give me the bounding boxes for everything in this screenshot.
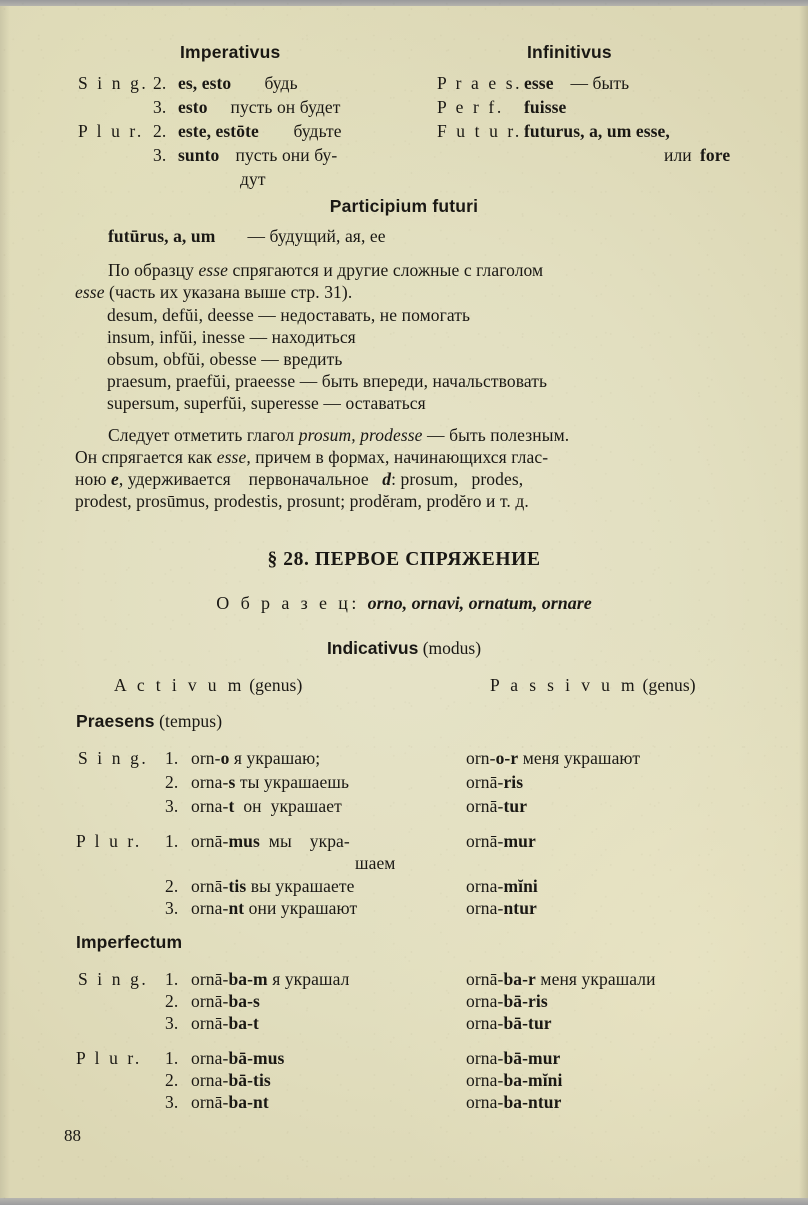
verb-ending: mur	[503, 831, 536, 851]
verb-stem: orna-	[466, 1013, 504, 1033]
infinitivus-label: F u t u r.	[437, 121, 522, 141]
section-title: § 28. ПЕРВОЕ СПРЯЖЕНИЕ	[267, 549, 541, 570]
participium-heading: Participium futuri	[329, 196, 479, 216]
praesens-active-form	[191, 833, 350, 851]
infinitivus-latin: esse	[524, 73, 554, 93]
note-text: ною	[75, 469, 111, 489]
compound-gloss: — находиться	[245, 327, 356, 347]
imperativus-row	[78, 123, 144, 141]
compound-note-line1	[108, 262, 543, 280]
genus-name: A c t i v u m	[114, 675, 245, 695]
verb-stem: orna-	[191, 1070, 229, 1090]
verb-ending: ris	[503, 772, 524, 792]
mood-heading	[0, 640, 808, 658]
compound-gloss: — вредить	[256, 349, 343, 369]
prosum-note-line2	[75, 449, 548, 467]
prosum-note-line4: prodest, prosūmus, prodestis, prosunt; prodĕram, prodĕro и т. д.	[75, 491, 529, 511]
verb-stem: orna-	[191, 796, 229, 816]
imperativus-russian: пусть он будет	[226, 97, 341, 117]
compound-entry	[107, 373, 547, 391]
praesens-active-form	[191, 798, 342, 816]
praesens-active-continuation: шаем	[355, 853, 396, 873]
tense-qualifier: (tempus)	[154, 711, 223, 731]
infinitivus-gloss: — быть	[566, 73, 630, 93]
verb-stem: ornā-	[466, 772, 504, 792]
compound-entry	[107, 395, 426, 413]
verb-ending: ba-t	[228, 1013, 259, 1033]
verb-stem: orna-	[191, 772, 229, 792]
note-italic: esse	[75, 282, 105, 302]
note-italic: d	[382, 469, 392, 489]
imperfectum-active-num: 1.	[165, 969, 179, 989]
infinitivus-label: P e r f.	[437, 97, 504, 117]
verb-stem: orna-	[466, 1070, 504, 1090]
verb-gloss: они украшают	[244, 898, 358, 918]
praesens-active-label: P l u r.	[76, 831, 142, 851]
imperativus-row	[78, 75, 148, 93]
praesens-passive-form	[466, 774, 523, 792]
infinitivus-continuation-latin: fore	[700, 145, 731, 165]
compound-entry	[107, 329, 356, 347]
verb-ending: bā-mur	[503, 1048, 561, 1068]
verb-gloss: ты украшаешь	[235, 772, 350, 792]
imperfectum-tense-heading: Imperfectum	[76, 932, 183, 952]
praesens-passive-form	[466, 750, 640, 768]
genus-passive-heading	[490, 677, 696, 695]
verb-ending: ba-mĭni	[503, 1070, 563, 1090]
verb-ending: ba-ntur	[503, 1092, 562, 1112]
imperativus-row-num: 3.	[153, 145, 167, 165]
imperfectum-passive-form	[466, 1015, 552, 1033]
genus-name: P a s s i v u m	[490, 675, 639, 695]
praesens-active-num: 1.	[165, 831, 179, 851]
verb-ending: t	[228, 796, 235, 816]
genus-qualifier: (genus)	[638, 675, 696, 695]
praesens-active-num: 2.	[165, 772, 179, 792]
prosum-note-line1	[108, 427, 569, 445]
verb-gloss: вы украшаете	[246, 876, 355, 896]
mood-qualifier: (modus)	[418, 638, 482, 658]
verb-stem: ornā-	[191, 831, 229, 851]
praesens-active-num: 3.	[165, 898, 179, 918]
imperfectum-active-form	[191, 1072, 271, 1090]
participium-gloss: — будущий, ая, ее	[243, 226, 386, 246]
praesens-active-form	[191, 750, 320, 768]
imperativus-russian: будь	[260, 73, 298, 93]
verb-ending: s	[228, 772, 236, 792]
praesens-active-form	[191, 774, 349, 792]
compound-latin: praesum, praefŭi, praeesse	[107, 371, 296, 391]
sample-label: О б р а з е ц:	[216, 593, 368, 613]
praesens-active-num: 1.	[165, 748, 179, 768]
verb-ending: bā-tur	[503, 1013, 552, 1033]
genus-active-heading	[114, 677, 302, 695]
imperativus-heading: Imperativus	[180, 42, 281, 62]
note-text: (часть их указана выше стр. 31).	[104, 282, 353, 302]
verb-ending: o	[220, 748, 230, 768]
praesens-passive-form	[466, 798, 527, 816]
praesens-active-num: 3.	[165, 796, 179, 816]
verb-stem: orn-	[191, 748, 221, 768]
verb-stem: ornā-	[191, 1092, 229, 1112]
compound-entry	[107, 307, 470, 325]
imperativus-latin: este, estōte	[178, 121, 259, 141]
imperfectum-active-form	[191, 1094, 269, 1112]
compound-note-line2	[75, 284, 352, 302]
verb-stem: ornā-	[191, 1013, 229, 1033]
verb-ending: ba-m	[228, 969, 268, 989]
verb-stem: orna-	[466, 1092, 504, 1112]
infinitivus-latin: fuisse	[524, 97, 567, 117]
imperfectum-active-form	[191, 971, 349, 989]
verb-stem: ornā-	[191, 876, 229, 896]
imperfectum-active-num: 3.	[165, 1013, 179, 1033]
imperfectum-active-form	[191, 993, 260, 1011]
imperativus-row-num: 2.	[153, 73, 167, 93]
imperativus-continuation: дут	[240, 169, 266, 189]
verb-gloss: я украшал	[267, 969, 350, 989]
praesens-passive-form	[466, 878, 538, 896]
verb-stem: orna-	[466, 876, 504, 896]
verb-ending: nt	[228, 898, 245, 918]
compound-gloss: — быть впереди, начальствовать	[295, 371, 548, 391]
praesens-passive-form	[466, 900, 537, 918]
verb-stem: orn-	[466, 748, 496, 768]
verb-gloss: меня украшали	[535, 969, 656, 989]
note-text: Следует отметить глагол	[108, 425, 299, 445]
imperfectum-passive-form	[466, 1072, 562, 1090]
verb-ending: ba-r	[503, 969, 536, 989]
verb-ending: bā-tis	[228, 1070, 271, 1090]
verb-stem: ornā-	[466, 969, 504, 989]
verb-stem: orna-	[466, 991, 504, 1011]
imperfectum-active-num: 2.	[165, 1070, 179, 1090]
verb-gloss: я украшаю;	[229, 748, 321, 768]
imperfectum-passive-form	[466, 971, 656, 989]
imperativus-latin: es, esto	[178, 73, 232, 93]
compound-latin: insum, infŭi, inesse	[107, 327, 246, 347]
note-italic: esse	[198, 260, 228, 280]
compound-latin: supersum, superfŭi, superesse	[107, 393, 319, 413]
note-text: , удерживается первоначальное	[118, 469, 383, 489]
verb-gloss: мы укра-	[259, 831, 350, 851]
compound-entry	[107, 351, 342, 369]
compound-gloss: — недоставать, не помогать	[253, 305, 471, 325]
verb-ending: mus	[228, 831, 260, 851]
imperfectum-active-num: 2.	[165, 991, 179, 1011]
imperfectum-active-form	[191, 1015, 259, 1033]
praesens-active-form	[191, 900, 357, 918]
participium-form: futūrus, a, um	[108, 226, 216, 246]
mood-name: Indicativus	[326, 638, 419, 658]
praesens-tense-heading	[76, 713, 222, 731]
verb-ending: bā-ris	[503, 991, 548, 1011]
imperativus-latin: esto	[178, 97, 208, 117]
verb-stem: ornā-	[191, 969, 229, 989]
imperfectum-active-label: S i n g.	[78, 969, 149, 989]
imperativus-russian: будьте	[289, 121, 342, 141]
praesens-passive-form	[466, 833, 536, 851]
praesens-active-num: 2.	[165, 876, 179, 896]
verb-ending: o-r	[495, 748, 519, 768]
verb-gloss: меня украшают	[518, 748, 641, 768]
imperfectum-passive-form	[466, 1094, 562, 1112]
verb-ending: mĭni	[503, 876, 538, 896]
note-text: — быть полезным.	[422, 425, 570, 445]
tense-name: Praesens	[76, 711, 155, 731]
number-label: S i n g.	[78, 73, 149, 93]
verb-stem: ornā-	[466, 796, 504, 816]
imperativus-russian: пусть они бу-	[231, 145, 338, 165]
compound-gloss: — оставаться	[318, 393, 426, 413]
verb-ending: ba-nt	[228, 1092, 269, 1112]
note-text: спрягаются и другие сложные с глаголом	[228, 260, 544, 280]
praesens-active-label: S i n g.	[78, 748, 149, 768]
verb-ending: ba-s	[228, 991, 260, 1011]
imperfectum-passive-form	[466, 1050, 560, 1068]
infinitivus-heading: Infinitivus	[527, 42, 612, 62]
prosum-note-line3	[75, 471, 523, 489]
note-text: Он спрягается как	[75, 447, 217, 467]
verb-stem: orna-	[466, 898, 504, 918]
imperfectum-active-num: 1.	[165, 1048, 179, 1068]
verb-ending: tis	[228, 876, 247, 896]
verb-ending: tur	[503, 796, 528, 816]
note-italic: e	[110, 469, 119, 489]
verb-stem: orna-	[466, 1048, 504, 1068]
verb-stem: orna-	[191, 1048, 229, 1068]
compound-latin: obsum, obfŭi, obesse	[107, 349, 257, 369]
genus-qualifier: (genus)	[244, 675, 303, 695]
imperfectum-active-num: 3.	[165, 1092, 179, 1112]
sample-line	[0, 594, 808, 612]
compound-latin: desum, defŭi, deesse	[107, 305, 254, 325]
praesens-active-form	[191, 878, 355, 896]
page-number: 88	[64, 1126, 81, 1145]
note-text: причем в формах, начинающихся глас-	[250, 447, 549, 467]
infinitivus-latin: futurus, a, um esse,	[524, 121, 670, 141]
imperativus-row-num: 3.	[153, 97, 167, 117]
verb-ending: bā-mus	[228, 1048, 285, 1068]
verb-stem: ornā-	[191, 991, 229, 1011]
note-italic: esse,	[216, 447, 251, 467]
imperfectum-active-form	[191, 1050, 284, 1068]
sample-value: orno, ornavi, ornatum, ornare	[367, 593, 592, 613]
infinitivus-label: P r a e s.	[437, 73, 523, 93]
verb-stem: ornā-	[466, 831, 504, 851]
note-italic: prosum, prodesse	[298, 425, 423, 445]
verb-ending: ntur	[503, 898, 537, 918]
imperativus-row-num: 2.	[153, 121, 167, 141]
number-label: P l u r.	[78, 121, 144, 141]
imperativus-latin: sunto	[178, 145, 220, 165]
verb-gloss: он украшает	[234, 796, 342, 816]
verb-stem: orna-	[191, 898, 229, 918]
infinitivus-continuation-rus: или	[664, 145, 697, 165]
note-text: : prosum, prodes,	[391, 469, 524, 489]
imperfectum-active-label: P l u r.	[76, 1048, 142, 1068]
imperfectum-passive-form	[466, 993, 548, 1011]
note-text: По образцу	[108, 260, 199, 280]
